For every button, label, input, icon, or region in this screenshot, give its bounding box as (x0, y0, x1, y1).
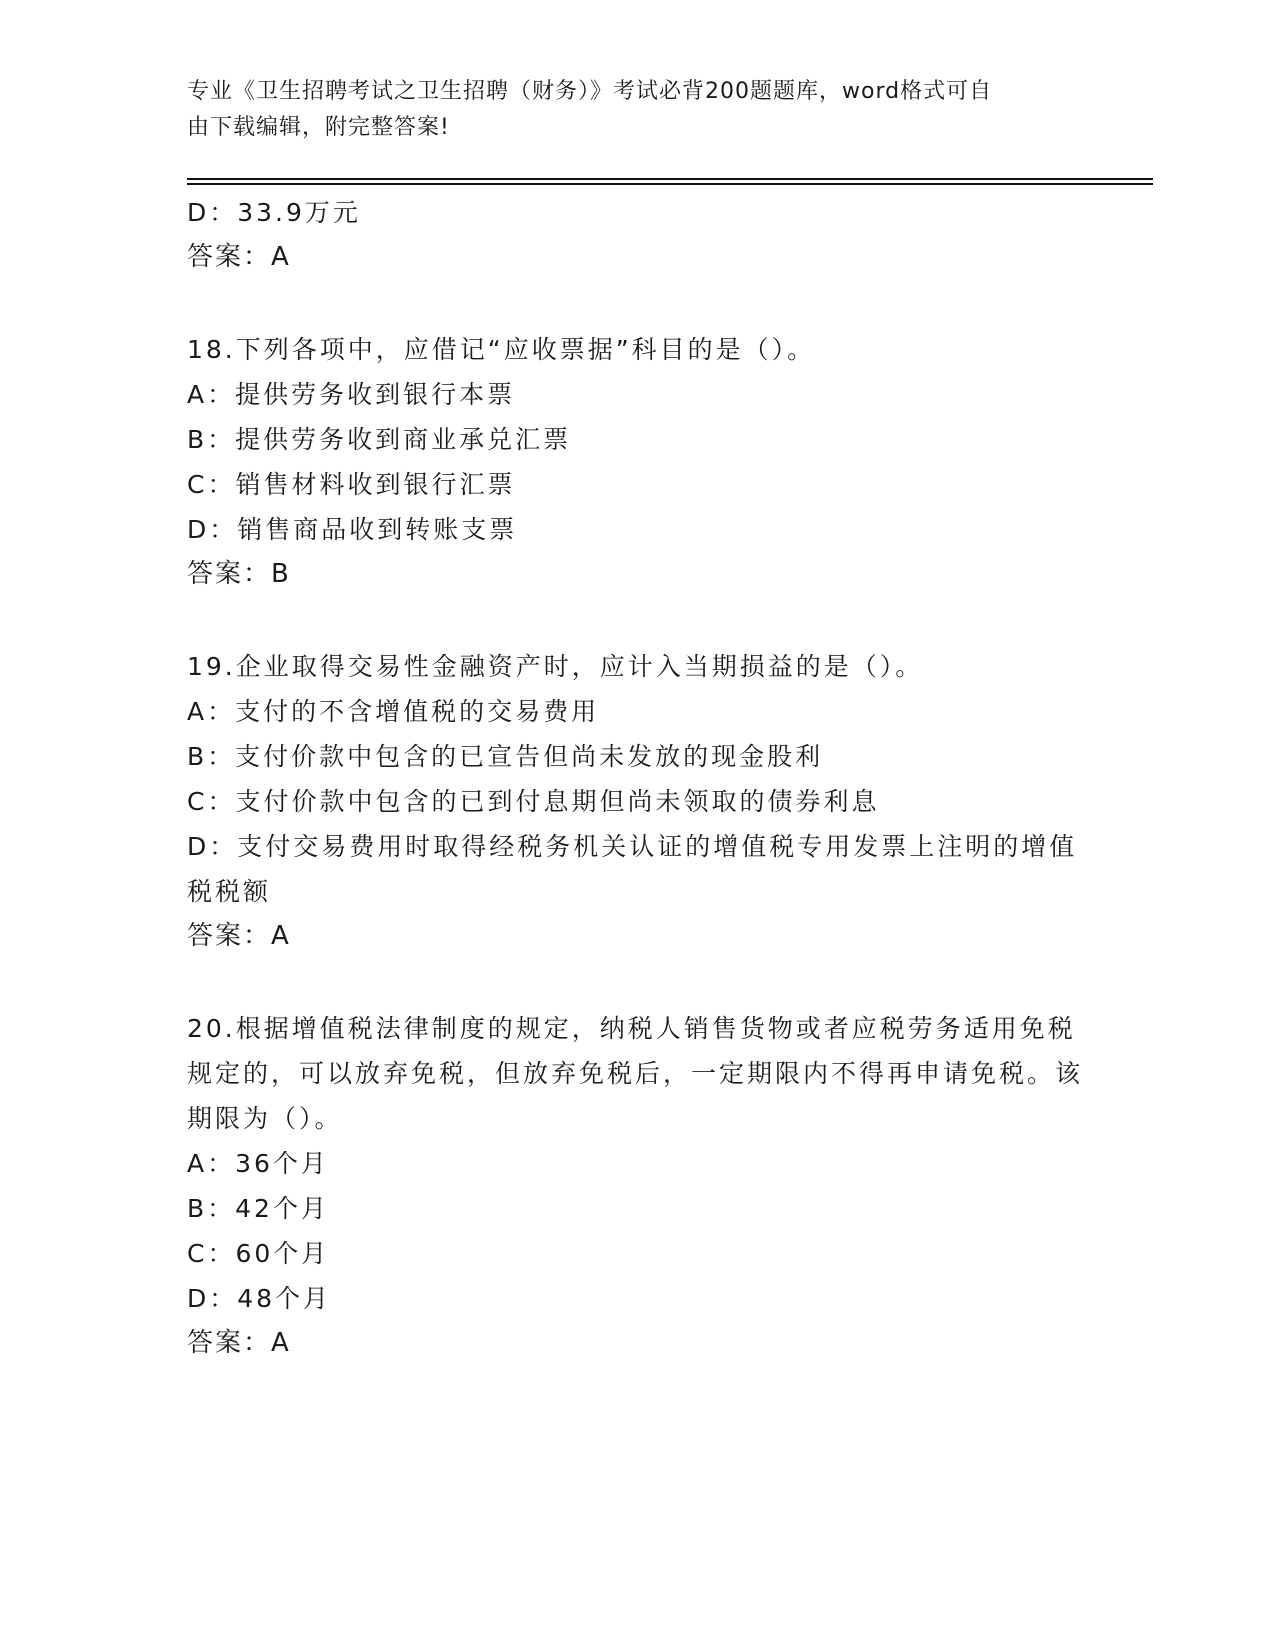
question-20-option-b: B：42个月 (187, 1194, 329, 1223)
spacer (187, 280, 1087, 327)
question-19-stem: 19.企业取得交易性金融资产时，应计入当期损益的是（）。 (187, 652, 924, 681)
question-18-answer: 答案：B (187, 559, 291, 589)
prev-question-answer: 答案：A (187, 242, 291, 272)
header-line-1: 专业《卫生招聘考试之卫生招聘（财务）》考试必背200题题库，word格式可自 (187, 79, 993, 104)
header-divider-bottom (187, 183, 1153, 185)
question-20-option-c: C：60个月 (187, 1239, 330, 1268)
question-18-option-d: D：销售商品收到转账支票 (187, 515, 518, 544)
spacer (187, 959, 1087, 1006)
question-19-answer: 答案：A (187, 921, 291, 951)
prev-question-option-d: D：33.9万元 (187, 198, 361, 227)
header-line-2: 由下载编辑，附完整答案! (187, 115, 450, 140)
question-19-option-a: A：支付的不含增值税的交易费用 (187, 697, 600, 726)
spacer (187, 597, 1087, 644)
question-20-answer: 答案：A (187, 1328, 291, 1358)
question-20-stem: 20.根据增值税法律制度的规定，纳税人销售货物或者应税劳务适用免税规定的，可以放弃免税，但放弃免税后，一定期限内不得再申请免税。该期限为（）。 (187, 1014, 1084, 1133)
header-divider-top (187, 178, 1153, 180)
document-header (187, 74, 1067, 146)
question-18-stem: 18.下列各项中，应借记“应收票据”科目的是（）。 (187, 335, 816, 364)
question-19-option-d: D：支付交易费用时取得经税务机关认证的增值税专用发票上注明的增值税税额 (187, 832, 1078, 906)
question-19-option-c: C：支付价款中包含的已到付息期但尚未领取的债券利息 (187, 787, 880, 816)
question-18-option-b: B：提供劳务收到商业承兑汇票 (187, 425, 572, 454)
question-19-option-b: B：支付价款中包含的已宣告但尚未发放的现金股利 (187, 742, 824, 771)
question-20-option-a: A：36个月 (187, 1149, 329, 1178)
question-20-option-d: D：48个月 (187, 1284, 332, 1313)
question-18-option-c: C：销售材料收到银行汇票 (187, 470, 516, 499)
question-18-option-a: A：提供劳务收到银行本票 (187, 380, 516, 409)
question-list (187, 190, 1087, 1366)
